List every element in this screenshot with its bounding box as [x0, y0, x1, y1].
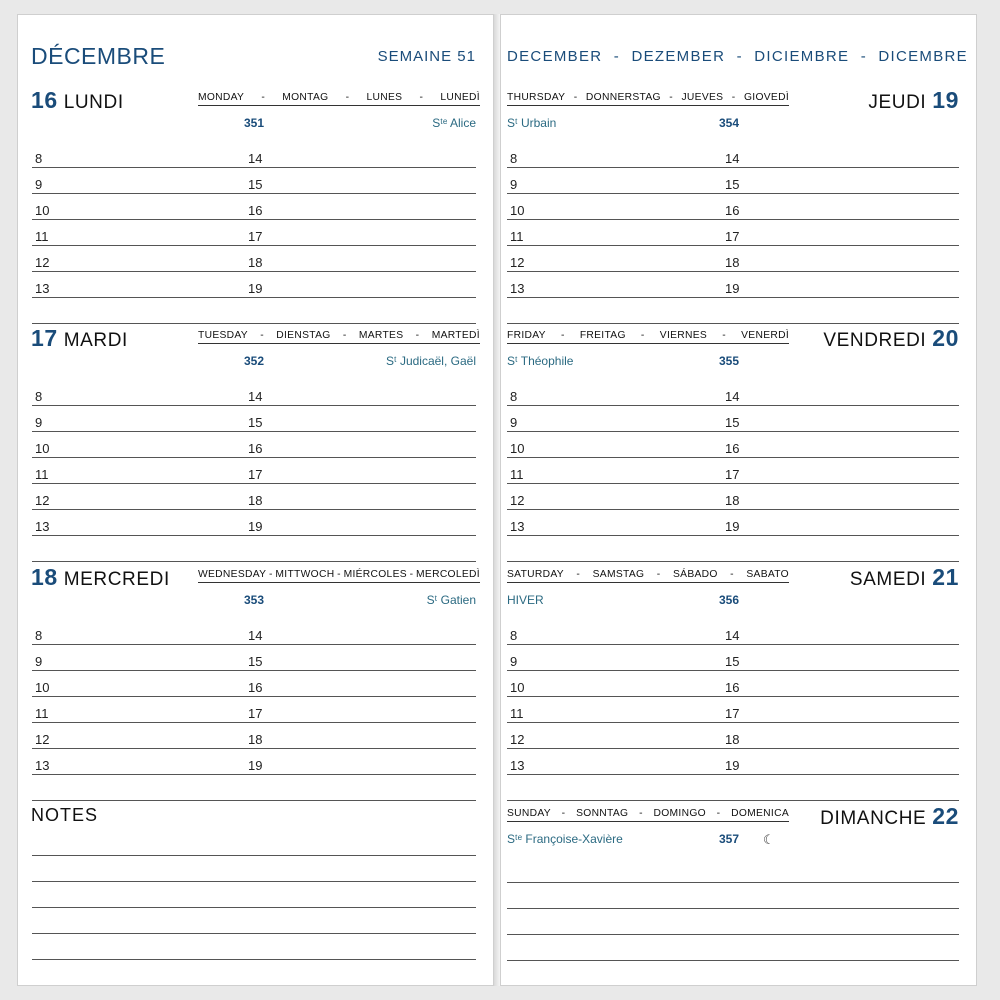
hour-label-afternoon: 18 — [248, 493, 263, 508]
hour-label-morning: 11 — [510, 229, 524, 244]
hour-row[interactable] — [32, 220, 476, 246]
day-name: DIMANCHE — [820, 808, 927, 829]
hour-label-afternoon: 18 — [248, 732, 263, 747]
hour-label-morning: 11 — [510, 467, 524, 482]
saint-name: Sᵗ Urbain — [507, 116, 557, 130]
hour-row[interactable] — [32, 142, 476, 168]
hour-label-morning: 11 — [35, 229, 49, 244]
hour-label-morning: 10 — [35, 441, 50, 456]
lang-de: MITTWOCH — [275, 569, 335, 580]
hour-row[interactable] — [507, 406, 959, 432]
hour-label-morning: 12 — [510, 732, 525, 747]
hour-row[interactable] — [507, 671, 959, 697]
hour-label-afternoon: 14 — [248, 151, 263, 166]
separator-dash: - — [613, 48, 621, 65]
hour-label-afternoon: 19 — [248, 519, 263, 534]
hour-label-afternoon: 17 — [725, 706, 740, 721]
lang-it: VENERDÌ — [741, 330, 789, 341]
separator-dash: - — [419, 92, 424, 103]
day-of-year: 355 — [719, 354, 740, 368]
lang-de: SAMSTAG — [592, 569, 645, 580]
hour-row[interactable] — [507, 484, 959, 510]
lang-de: FREITAG — [579, 330, 626, 341]
notes-line[interactable] — [32, 830, 476, 856]
writing-line[interactable] — [507, 298, 959, 324]
writing-line[interactable] — [507, 775, 959, 801]
hour-row[interactable] — [32, 510, 476, 536]
day-of-year: 352 — [244, 354, 265, 368]
hour-row[interactable] — [507, 380, 959, 406]
hour-label-afternoon: 15 — [725, 177, 740, 192]
hour-row[interactable] — [32, 272, 476, 298]
hour-label-morning: 8 — [35, 628, 43, 643]
lang-es: MARTES — [358, 330, 404, 341]
month-it: DICEMBRE — [878, 48, 968, 65]
month-multilang-header — [507, 48, 968, 65]
separator-dash: - — [415, 330, 420, 341]
lang-en: SATURDAY — [507, 569, 564, 580]
hour-label-morning: 9 — [35, 415, 43, 430]
separator-dash: - — [560, 330, 565, 341]
writing-line[interactable] — [507, 883, 959, 909]
hour-label-afternoon: 19 — [248, 281, 263, 296]
separator-dash: - — [337, 569, 341, 580]
hour-row[interactable] — [32, 619, 476, 645]
day-multilang — [507, 569, 789, 583]
lang-es: JUEVES — [681, 92, 724, 103]
day-number: 19 — [932, 87, 959, 113]
hour-row[interactable] — [32, 697, 476, 723]
hour-label-morning: 8 — [35, 151, 43, 166]
separator-dash: - — [573, 92, 578, 103]
hour-row[interactable] — [32, 194, 476, 220]
hour-row[interactable] — [507, 697, 959, 723]
hour-label-morning: 8 — [510, 389, 518, 404]
month-es: DICIEMBRE — [754, 48, 850, 65]
hour-label-morning: 10 — [510, 203, 525, 218]
lang-it: SABATO — [746, 569, 789, 580]
lang-en: WEDNESDAY — [198, 569, 267, 580]
hour-label-morning: 9 — [510, 654, 518, 669]
hour-row[interactable] — [32, 458, 476, 484]
lang-es: VIERNES — [659, 330, 708, 341]
hour-row[interactable] — [32, 749, 476, 775]
hour-label-afternoon: 16 — [248, 441, 263, 456]
day-title — [31, 87, 124, 114]
separator-dash: - — [731, 92, 736, 103]
hour-label-morning: 9 — [510, 415, 518, 430]
day-title — [31, 325, 128, 352]
day-of-year: 354 — [719, 116, 740, 130]
hour-row[interactable] — [507, 432, 959, 458]
hour-label-afternoon: 16 — [725, 441, 740, 456]
separator-dash: - — [730, 569, 734, 580]
day-of-year: 357 — [719, 832, 740, 846]
hour-label-morning: 10 — [510, 680, 525, 695]
hour-label-morning: 13 — [35, 519, 50, 534]
day-of-year: 353 — [244, 593, 265, 607]
hour-label-morning: 12 — [35, 255, 50, 270]
writing-line[interactable] — [32, 536, 476, 562]
saint-name: Sᵗᵉ Alice — [432, 116, 476, 130]
day-multilang — [507, 92, 789, 106]
day-multilang — [198, 569, 480, 583]
day-name: LUNDI — [63, 92, 124, 113]
hour-row[interactable] — [32, 168, 476, 194]
month-de: DEZEMBER — [631, 48, 726, 65]
lang-en: MONDAY — [198, 92, 245, 103]
hour-row[interactable] — [507, 645, 959, 671]
hour-label-morning: 11 — [510, 706, 524, 721]
separator-dash: - — [409, 569, 414, 580]
day-name: SAMEDI — [849, 569, 927, 590]
lang-de: DIENSTAG — [276, 330, 331, 341]
writing-line[interactable] — [507, 857, 959, 883]
saint-name: Sᵗ Théophile — [507, 354, 574, 368]
hour-row[interactable] — [507, 194, 959, 220]
hour-label-afternoon: 17 — [725, 229, 740, 244]
hour-label-afternoon: 15 — [248, 654, 263, 669]
hour-label-morning: 12 — [35, 493, 50, 508]
hour-label-afternoon: 14 — [248, 389, 263, 404]
hour-row[interactable] — [32, 432, 476, 458]
day-title — [823, 325, 959, 352]
lang-en: THURSDAY — [507, 92, 566, 103]
hour-row[interactable] — [507, 723, 959, 749]
day-number: 21 — [932, 564, 959, 590]
day-of-year: 356 — [719, 593, 740, 607]
lang-it: MERCOLEDÌ — [416, 569, 480, 580]
lang-de: MONTAG — [282, 92, 329, 103]
saint-name: Sᵗ Gatien — [426, 593, 476, 607]
separator-dash: - — [260, 330, 264, 341]
day-number: 20 — [932, 325, 959, 351]
lang-es: SÁBADO — [672, 569, 718, 580]
day-name: MARDI — [63, 330, 128, 351]
hour-label-afternoon: 17 — [248, 706, 263, 721]
hour-label-afternoon: 18 — [725, 493, 740, 508]
separator-dash: - — [736, 48, 743, 65]
hour-label-afternoon: 15 — [248, 415, 263, 430]
hour-label-morning: 13 — [510, 519, 525, 534]
lang-it: DOMENICA — [731, 808, 789, 819]
hour-label-afternoon: 16 — [248, 680, 263, 695]
hour-label-morning: 10 — [510, 441, 525, 456]
day-title — [850, 564, 959, 591]
lang-en: TUESDAY — [198, 330, 248, 341]
day-number: 22 — [932, 803, 959, 829]
separator-dash: - — [342, 330, 347, 341]
separator-dash: - — [345, 92, 350, 103]
hour-label-afternoon: 17 — [725, 467, 740, 482]
day-number: 17 — [31, 325, 58, 351]
writing-line[interactable] — [507, 909, 959, 935]
separator-dash: - — [561, 808, 566, 819]
hour-label-afternoon: 18 — [725, 255, 740, 270]
lang-es: LUNES — [366, 92, 403, 103]
lang-it: MARTEDÌ — [431, 330, 480, 341]
separator-dash: - — [669, 92, 674, 103]
hour-label-afternoon: 16 — [248, 203, 263, 218]
hour-row[interactable] — [32, 380, 476, 406]
hour-label-morning: 13 — [510, 758, 525, 773]
writing-line[interactable] — [507, 536, 959, 562]
notes-line[interactable] — [32, 882, 476, 908]
hour-row[interactable] — [32, 406, 476, 432]
lang-it: GIOVEDÌ — [743, 92, 789, 103]
day-number: 18 — [31, 564, 58, 590]
hour-label-afternoon: 15 — [725, 415, 740, 430]
month-en: DECEMBER — [507, 48, 603, 65]
hour-label-morning: 13 — [510, 281, 525, 296]
lang-de: SONNTAG — [576, 808, 629, 819]
hour-label-morning: 9 — [35, 654, 43, 669]
hour-row[interactable] — [32, 484, 476, 510]
right-page — [500, 14, 977, 986]
month-title: DÉCEMBRE — [31, 43, 166, 69]
hour-label-morning: 11 — [35, 467, 49, 482]
hour-row[interactable] — [507, 220, 959, 246]
hour-label-morning: 8 — [510, 628, 518, 643]
day-multilang — [507, 330, 789, 344]
day-title — [868, 87, 959, 114]
saint-name: Sᵗᵉ Françoise-Xavière — [507, 832, 623, 846]
lang-de: DONNERSTAG — [585, 92, 661, 103]
separator-dash: - — [576, 569, 581, 580]
hour-label-afternoon: 17 — [248, 229, 263, 244]
hour-row[interactable] — [32, 671, 476, 697]
hour-label-afternoon: 14 — [725, 151, 740, 166]
moon-phase-icon: ☾ — [763, 832, 775, 847]
day-multilang — [507, 808, 789, 822]
saint-name: HIVER — [507, 593, 544, 607]
day-name: JEUDI — [868, 92, 927, 113]
notes-line[interactable] — [32, 934, 476, 960]
hour-label-afternoon: 16 — [725, 680, 740, 695]
day-title — [31, 564, 170, 591]
hour-row[interactable] — [507, 749, 959, 775]
day-name: VENDREDI — [823, 330, 927, 351]
separator-dash: - — [656, 569, 661, 580]
lang-it: LUNEDÌ — [440, 92, 480, 103]
saint-name: Sᵗ Judicaël, Gaël — [385, 354, 476, 368]
separator-dash: - — [640, 330, 645, 341]
day-number: 16 — [31, 87, 58, 113]
hour-label-afternoon: 15 — [725, 654, 740, 669]
hour-row[interactable] — [507, 246, 959, 272]
writing-line[interactable] — [32, 775, 476, 801]
notes-line[interactable] — [32, 908, 476, 934]
day-title — [820, 803, 959, 830]
notes-line[interactable] — [32, 856, 476, 882]
hour-row[interactable] — [32, 246, 476, 272]
hour-label-morning: 8 — [510, 151, 518, 166]
hour-row[interactable] — [507, 272, 959, 298]
hour-label-afternoon: 14 — [725, 628, 740, 643]
hour-label-morning: 13 — [35, 758, 50, 773]
hour-label-afternoon: 19 — [725, 281, 740, 296]
separator-dash: - — [860, 48, 867, 65]
hour-label-morning: 8 — [35, 389, 43, 404]
lang-es: MIÉRCOLES — [343, 569, 407, 580]
day-multilang — [198, 92, 480, 106]
left-page — [17, 14, 494, 986]
hour-label-morning: 12 — [510, 493, 525, 508]
hour-label-afternoon: 16 — [725, 203, 740, 218]
hour-label-morning: 9 — [35, 177, 43, 192]
hour-label-morning: 10 — [35, 203, 50, 218]
day-of-year: 351 — [244, 116, 265, 130]
day-name: MERCREDI — [63, 569, 170, 590]
hour-label-morning: 12 — [510, 255, 525, 270]
hour-row[interactable] — [507, 168, 959, 194]
hour-label-morning: 10 — [35, 680, 50, 695]
hour-row[interactable] — [507, 510, 959, 536]
separator-dash: - — [716, 808, 721, 819]
separator-dash: - — [639, 808, 643, 819]
hour-row[interactable] — [507, 458, 959, 484]
lang-en: FRIDAY — [507, 330, 546, 341]
hour-label-afternoon: 14 — [248, 628, 263, 643]
separator-dash: - — [261, 92, 266, 103]
hour-row[interactable] — [507, 142, 959, 168]
hour-label-morning: 13 — [35, 281, 50, 296]
week-label: SEMAINE 51 — [377, 48, 476, 65]
hour-label-afternoon: 19 — [725, 519, 740, 534]
writing-line[interactable] — [32, 298, 476, 324]
hour-row[interactable] — [507, 619, 959, 645]
hour-label-afternoon: 15 — [248, 177, 263, 192]
hour-row[interactable] — [32, 645, 476, 671]
hour-label-morning: 11 — [35, 706, 49, 721]
hour-label-afternoon: 14 — [725, 389, 740, 404]
lang-en: SUNDAY — [507, 808, 551, 819]
hour-label-afternoon: 17 — [248, 467, 263, 482]
hour-label-morning: 9 — [510, 177, 518, 192]
hour-label-afternoon: 19 — [725, 758, 740, 773]
hour-label-afternoon: 19 — [248, 758, 263, 773]
hour-label-morning: 12 — [35, 732, 50, 747]
separator-dash: - — [722, 330, 726, 341]
lang-es: DOMINGO — [653, 808, 706, 819]
writing-line[interactable] — [507, 935, 959, 961]
notes-title: NOTES — [31, 805, 99, 825]
separator-dash: - — [269, 569, 273, 580]
hour-label-afternoon: 18 — [248, 255, 263, 270]
day-multilang — [198, 330, 480, 344]
hour-label-afternoon: 18 — [725, 732, 740, 747]
hour-row[interactable] — [32, 723, 476, 749]
